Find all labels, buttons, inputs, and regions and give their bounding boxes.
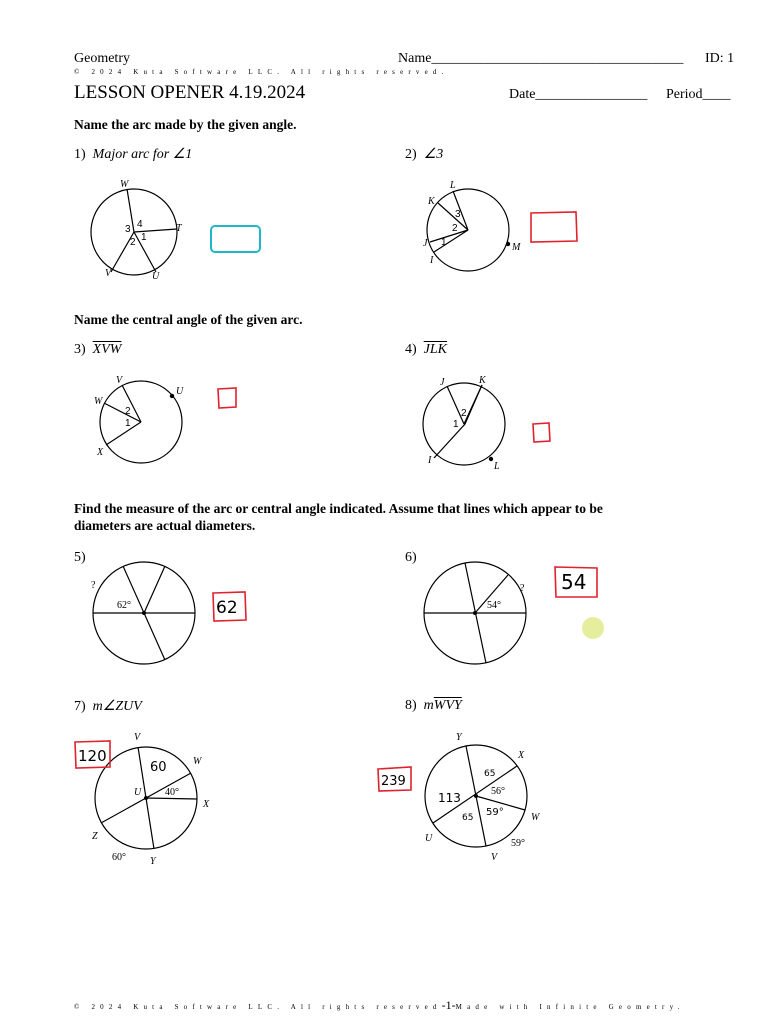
fig1-label-U: U [152,271,160,282]
fig2-label-I: I [430,255,434,266]
period-field: Period____ [666,87,731,102]
fig2-angle-2: 2 [452,223,458,234]
section-1-instructions: Name the arc made by the given angle. [74,117,297,132]
section-3-instructions-line-1: Find the measure of the arc or central angle indicated. Assume that lines which appear to be [74,501,603,516]
question-7-text: m∠ZUV [92,699,142,714]
question-3-number: 3) [74,342,86,357]
fig4-label-I: I [428,455,432,466]
fig7-angle-60: 60° [112,852,126,863]
fig5-angle-62: 62° [117,600,131,611]
fig8-label-Y: Y [456,732,462,743]
fig1-angle-1: 1 [141,232,147,243]
footer [74,998,685,1013]
fig7-angle-40: 40° [165,787,179,798]
footer-page-number: -1- [441,998,456,1012]
question-8-number: 8) [405,698,417,713]
fig1-angle-2: 2 [130,237,136,248]
fig2-label-J: J [423,238,428,249]
fig7-label-V: V [134,732,141,743]
fig4-angle-1: 1 [453,419,459,430]
footer-copyright: © 2024 Kuta Software LLC. All rights reserved [74,1003,442,1011]
fig8-label-V: V [491,852,498,863]
section-3-instructions-line-2: diameters are actual diameters. [74,518,256,533]
name-field: Name____________________________________ [398,51,684,66]
fig7-label-W: W [193,756,202,767]
fig5-unknown-label: ? [91,580,96,591]
fig8-angle-56: 56° [491,786,505,797]
fig8-handwritten-65-bottom: 65 [462,813,474,823]
fig8-label-W: W [531,812,540,823]
fig3-angle-1: 1 [125,418,131,429]
fig1-label-T: T [176,223,182,234]
fig8-label-X: X [518,750,525,761]
question-2-text: ∠3 [423,147,444,162]
question-5-number: 5) [74,550,86,565]
fig3-angle-2: 2 [125,406,131,417]
page-title: LESSON OPENER 4.19.2024 [74,82,306,103]
fig2-angle-3: 3 [455,209,461,220]
question-2-number: 2) [405,147,417,162]
header-copyright: © 2024 Kuta Software LLC. All rights reserved. [74,68,449,76]
fig7-handwritten-answer: 120 [78,747,107,765]
fig4-label-L: L [494,461,500,472]
fig3-label-V: V [116,375,123,386]
fig2-label-M: M [512,242,521,253]
fig8-handwritten-65-top: 65 [484,769,496,779]
question-8-prefix: m [423,698,434,713]
fig8-handwritten-answer: 239 [381,774,406,789]
fig7-label-U: U [134,787,142,798]
question-3-text: $\overline{XVW}$ [92,342,122,357]
fig4-label-J: J [440,377,445,388]
date-field: Date________________ [509,87,648,102]
fig7-label-X: X [203,799,210,810]
question-4-number: 4) [405,342,417,357]
question-8-arc: $\overline{WVY}$ [433,698,462,713]
fig8-handwritten-113: 113 [438,791,461,805]
fig3-label-X: X [97,447,104,458]
fig5-handwritten-answer: 62 [216,598,238,618]
id-label: ID: 1 [705,51,735,66]
question-1-number: 1) [74,147,86,162]
fig3-label-W: W [94,396,103,407]
question-6-number: 6) [405,550,417,565]
fig7-handwritten-inside: 60 [150,760,167,775]
fig2-label-L: L [450,180,456,191]
fig8-handwritten-59: 59° [486,807,504,818]
course-label: Geometry [74,51,130,66]
fig1-label-V: V [105,268,112,279]
fig6-unknown-label: ? [520,583,525,594]
question-4-text: $\overline{JLK}$ [423,342,448,357]
fig1-angle-3: 3 [125,224,131,235]
fig7-label-Y: Y [150,856,156,867]
fig1-angle-4: 4 [137,219,143,230]
fig4-angle-2: 2 [461,408,467,419]
fig2-label-K: K [428,196,435,207]
fig8-label-U: U [425,833,433,844]
fig6-handwritten-answer: 54 [561,570,587,594]
question-7-number: 7) [74,699,86,714]
fig3-label-U: U [176,386,184,397]
section-2-instructions: Name the central angle of the given arc. [74,312,303,327]
fig4-label-K: K [479,375,486,386]
footer-made-with: Made with Infinite Geometry. [455,1003,685,1011]
fig8-angle-59: 59° [511,838,525,849]
fig7-label-Z: Z [92,831,98,842]
fig6-angle-54: 54° [487,600,501,611]
fig1-label-W: W [120,179,129,190]
fig2-angle-1: 1 [441,237,447,248]
question-1-text: Major arc for ∠1 [92,147,193,162]
